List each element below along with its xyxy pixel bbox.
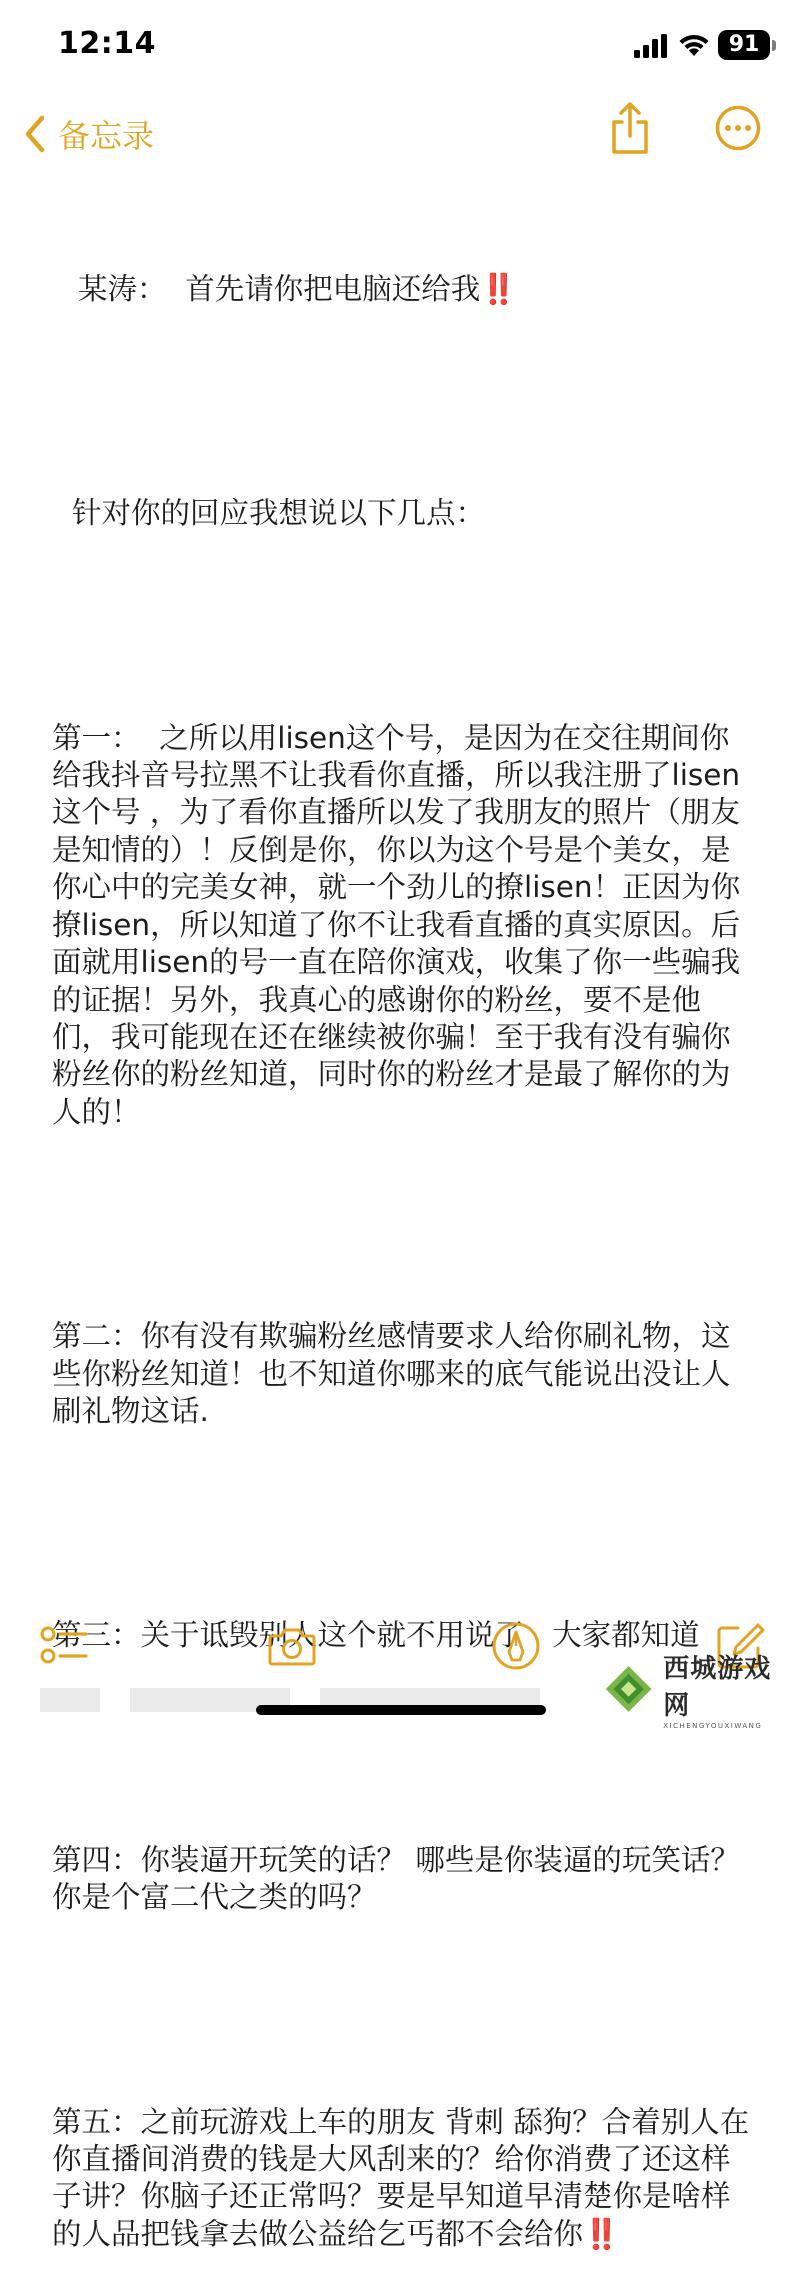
wifi-icon xyxy=(678,32,710,58)
spacer xyxy=(52,1206,756,1243)
watermark-text xyxy=(663,1648,792,1730)
note-paragraph-5: 第五：之前玩游戏上车的朋友 背刺 舔狗？合着别人在你直播间消费的钱是大风刮来的？给你消费了还这样子讲？你脑子还正常吗？要是早知道早清楚你是啥样的人品把钱拿去做公益给乞丐都不会给你‼️ xyxy=(52,2104,750,2251)
back-label: 备忘录 xyxy=(58,117,155,155)
spacer xyxy=(52,1730,756,1767)
note-intro-line: 针对你的回应我想说以下几点： xyxy=(72,496,486,531)
spacer xyxy=(52,383,756,420)
cellular-signal-icon xyxy=(634,34,668,58)
note-body[interactable] xyxy=(52,196,756,2291)
status-bar xyxy=(0,0,800,90)
camera-icon[interactable] xyxy=(266,1620,318,1672)
back-button[interactable] xyxy=(22,104,154,164)
note-paragraph-4: 第四：你装逼开玩笑的话？ 哪些是你装逼的玩笑话？你是个富二代之类的吗？ xyxy=(52,1842,740,1915)
watermark-name: 西城游戏网 xyxy=(663,1654,772,1721)
spacer xyxy=(52,1505,756,1542)
note-header-line: 某涛： 首先请你把电脑还给我‼️ xyxy=(78,271,517,306)
checklist-icon[interactable] xyxy=(40,1620,92,1672)
note-paragraph-1: 第一： 之所以用lisen这个号，是因为在交往期间你给我抖音号拉黑不让我看你直播，所以我注册了lisen这个号 ，为了看你直播所以发了我朋友的照片（朋友是知情的）！反倒是你，你以为这个号是个美女，是你心中的完美女神，就一个劲儿的撩lisen！正因为你撩lisen，所以知道了你不让我看直播的真实原因。后面就用lisen的号一直在陪你演戏，收集了你一些骗我的证据！另外，我真心的感谢你的粉丝，要不是他们，我可能现在还在继续被你骗！至于我有没有骗你粉丝你的粉丝知道，同时你的粉丝才是最了解你的为人的！ xyxy=(52,720,741,1129)
home-indicator[interactable] xyxy=(256,1705,546,1715)
markup-pen-icon[interactable] xyxy=(490,1620,542,1672)
watermark-name-en: XICHENGYOUXIWANG xyxy=(663,1722,763,1730)
battery-tip xyxy=(772,40,776,51)
spacer xyxy=(52,1991,756,2028)
chevron-left-icon xyxy=(22,114,48,154)
battery-indicator: 91 xyxy=(718,30,770,60)
share-icon[interactable] xyxy=(608,100,652,156)
ellipsis-circle-icon[interactable] xyxy=(714,104,762,152)
spacer xyxy=(52,607,756,644)
watermark-logo-icon xyxy=(600,1659,657,1719)
nav-bar xyxy=(0,90,800,180)
site-watermark xyxy=(600,1654,792,1730)
note-paragraph-2: 第二：你有没有欺骗粉丝感情要求人给你刷礼物，这些你粉丝知道！也不知道你哪来的底气能说出没让人刷礼物这话. xyxy=(52,1319,731,1428)
note-paragraph-3: 第三：关于诋毁别人这个就不用说了 大家都知道 xyxy=(52,1618,700,1653)
status-time: 12:14 xyxy=(58,26,156,61)
